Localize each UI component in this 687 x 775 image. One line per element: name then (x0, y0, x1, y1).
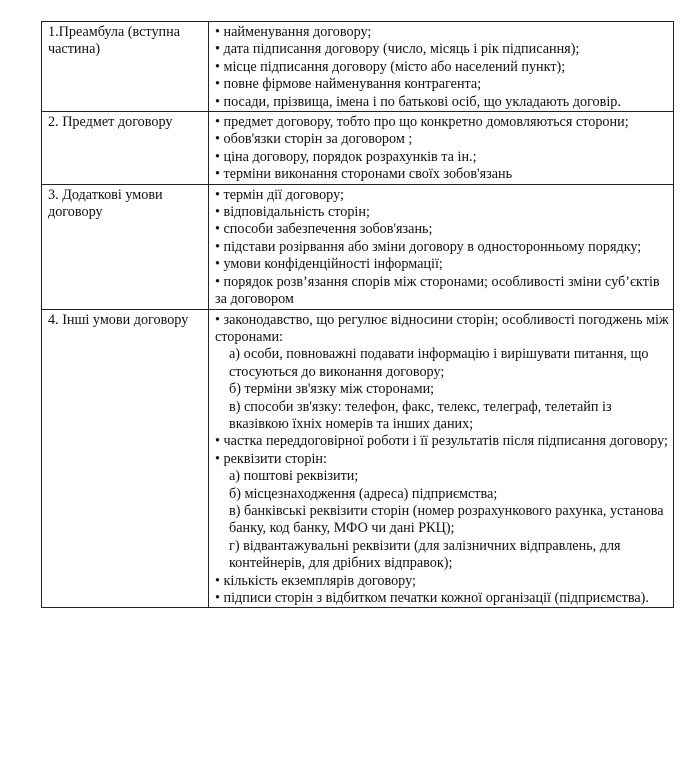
list-item: • ціна договору, порядок розрахунків та ін.; (215, 148, 477, 165)
table-body (42, 22, 674, 608)
list-item: • підписи сторін з відбитком печатки кожної організації (підприємства). (215, 590, 649, 606)
section-title-cell (42, 309, 209, 608)
list-item: • повне фірмове найменування контрагента; (215, 76, 482, 93)
list-item: • підстави розірвання або зміни договору в односторонньому порядку; (215, 238, 642, 255)
list-item: • частка переддоговірної роботи і її результатів після підписання договору; (215, 433, 668, 450)
section-title-cell (42, 184, 209, 309)
list-item: • терміни виконання сторонами своїх зобов'язань (215, 166, 513, 183)
list-item: • способи забезпечення зобов'язань; (215, 221, 433, 238)
list-item: • кількість екземплярів договору; (215, 572, 416, 589)
section-items-cell (209, 112, 674, 185)
section-title: 3. Додаткові умови договору (48, 186, 163, 221)
section-title: 1.Преамбула (вступна частина) (48, 24, 181, 58)
list-item: • дата підписання договору (число, місяць і рік підписання); (215, 41, 580, 58)
section-items-cell (209, 309, 674, 608)
table-row (42, 309, 674, 608)
sub-list-item: а) особи, повноважні подавати інформацію і вирішувати питання, що стосуються до виконання договору; (229, 346, 649, 380)
list-item: • відповідальність сторін; (215, 204, 370, 221)
sub-list-item: в) банківські реквізити сторін (номер розрахункового рахунка, установа банку, код банку, МФО чи дані РКЦ); (229, 502, 664, 537)
section-title: 2. Предмет договору (48, 114, 173, 131)
sub-list-item: в) способи зв'язку: телефон, факс, телекс, телеграф, телетайп із вказівкою їхніх номерів та інших даних; (229, 398, 612, 432)
list-item: • місце підписання договору (місто або населений пункт); (215, 58, 566, 75)
section-items-cell (209, 22, 674, 112)
section-title-cell (42, 22, 209, 112)
sub-list-item: б) терміни зв'язку між сторонами; (229, 381, 435, 398)
sub-list-item: а) поштові реквізити; (229, 468, 359, 485)
list-item: • найменування договору; (215, 24, 372, 40)
list-item: • предмет договору, тобто про що конкретно домовляються сторони; (215, 114, 629, 131)
table-row (42, 184, 674, 309)
table-row (42, 112, 674, 185)
list-item: • порядок розв’язання спорів між сторонами; особливості зміни суб’єктів за договором (215, 273, 660, 308)
list-item: • умови конфіденційності інформації; (215, 256, 443, 273)
section-items-cell (209, 184, 674, 309)
list-item: • законодавство, що регулює відносини сторін; особливості погоджень між сторонами: (215, 311, 669, 345)
table-row (42, 22, 674, 112)
section-title-cell (42, 112, 209, 185)
list-item: • термін дії договору; (215, 186, 344, 203)
section-title: 4. Інші умови договору (48, 311, 189, 328)
sub-list-item: б) місцезнаходження (адреса) підприємства; (229, 485, 498, 502)
sub-list-item: г) відвантажувальні реквізити (для залізничних відправлень, для контейнерів, для дрібних відправок); (229, 537, 621, 572)
list-item: • обов'язки сторін за договором ; (215, 131, 413, 148)
list-item: • посади, прізвища, імена і по батькові осіб, що укладають договір. (215, 93, 621, 110)
contract-structure-table (41, 21, 674, 608)
list-item: • реквізити сторін: (215, 450, 327, 467)
